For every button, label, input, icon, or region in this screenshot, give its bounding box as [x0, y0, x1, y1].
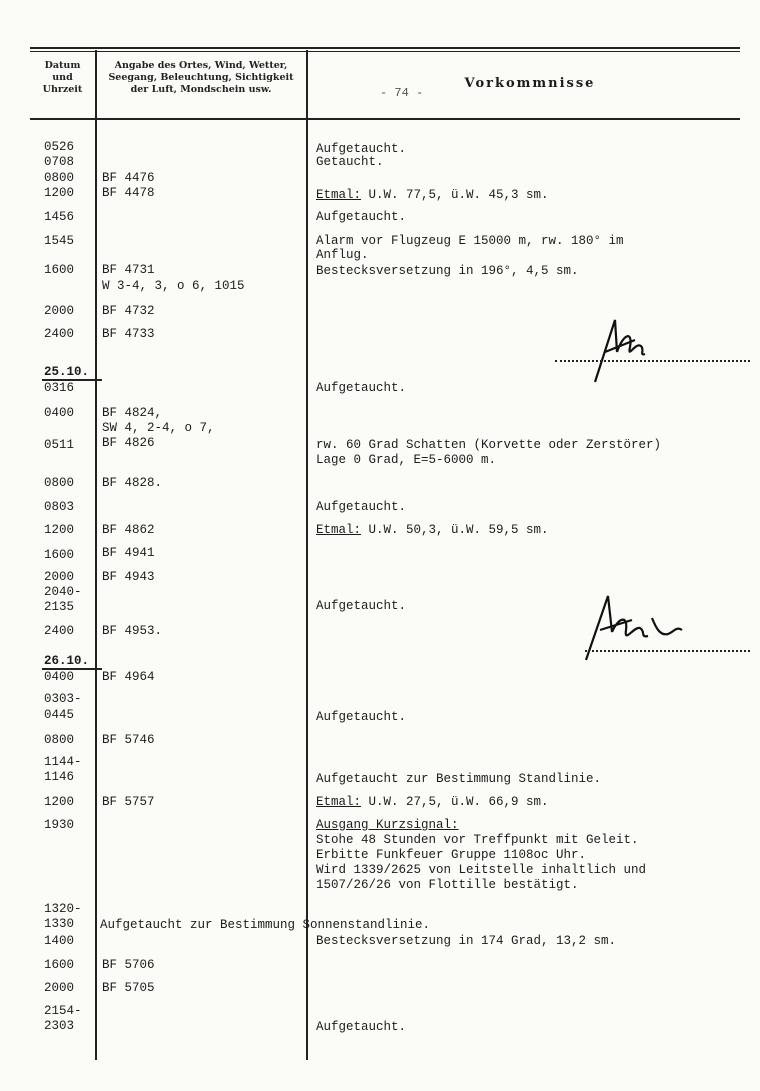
time: 1200 — [44, 795, 75, 809]
position: BF 5705 — [102, 981, 155, 995]
header-bottom-rule — [30, 118, 740, 120]
position: BF 4953. — [102, 624, 163, 638]
time: 1144- — [44, 755, 82, 769]
position: BF 5706 — [102, 958, 155, 972]
event: Aufgetaucht. — [316, 381, 407, 395]
event — [316, 795, 549, 809]
time: 2154- — [44, 1004, 82, 1018]
event: Aufgetaucht. — [316, 500, 407, 514]
time: 0303- — [44, 692, 82, 706]
time-end: 1146 — [44, 770, 75, 784]
date: 26.10. — [44, 654, 90, 668]
top-rule-2 — [30, 51, 740, 52]
header-datum-line: und — [52, 72, 73, 83]
event: Aufgetaucht. — [316, 210, 407, 224]
etmal-value: U.W. 27,5, ü.W. 66,9 sm. — [361, 795, 549, 809]
position: BF 5746 — [102, 733, 155, 747]
position: BF 4828. — [102, 476, 163, 490]
time: 1545 — [44, 234, 75, 248]
header-angabe-line: der Luft, Mondschein usw. — [130, 84, 272, 95]
header-angabe-line: Seegang, Beleuchtung, Sichtigkeit — [108, 72, 294, 83]
event-cont: Anflug. — [316, 248, 369, 262]
position: BF 4733 — [102, 327, 155, 341]
event: Aufgetaucht zur Bestimmung Standlinie. — [316, 772, 602, 786]
time: 1930 — [44, 818, 75, 832]
event: Getaucht. — [316, 155, 384, 169]
event: Bestecksversetzung in 196°, 4,5 sm. — [316, 264, 579, 278]
signature-dots-1 — [555, 360, 750, 362]
etmal-value: U.W. 77,5, ü.W. 45,3 sm. — [361, 188, 549, 202]
position: BF 4941 — [102, 546, 155, 560]
col-divider-1 — [95, 50, 97, 1060]
weather: SW 4, 2-4, o 7, — [102, 421, 215, 435]
time-end: 0445 — [44, 708, 75, 722]
time: 0400 — [44, 406, 75, 420]
event: rw. 60 Grad Schatten (Korvette oder Zerstörer) — [316, 438, 662, 452]
time: 0316 — [44, 381, 75, 395]
position: BF 4824, — [102, 406, 163, 420]
time-end: 1330 — [44, 917, 75, 931]
time: 1400 — [44, 934, 75, 948]
top-rule — [30, 47, 740, 49]
event-heading: Ausgang Kurzsignal: — [316, 818, 459, 832]
position: BF 4964 — [102, 670, 155, 684]
header-datum — [30, 60, 95, 96]
etmal-label: Etmal: — [316, 795, 362, 809]
etmal-value: U.W. 50,3, ü.W. 59,5 sm. — [361, 523, 549, 537]
event — [316, 188, 549, 202]
time: 0526 — [44, 140, 75, 154]
time: 1200 — [44, 186, 75, 200]
col-divider-2 — [306, 50, 308, 1060]
time: 1320- — [44, 902, 82, 916]
event: Aufgetaucht. — [316, 710, 407, 724]
event-cont: 1507/26/26 von Flottille bestätigt. — [316, 878, 579, 892]
signature-2 — [578, 588, 688, 668]
header-vorkommnisse: Vorkommnisse — [464, 76, 596, 91]
time: 1600 — [44, 958, 75, 972]
time: 2000 — [44, 304, 75, 318]
position: BF 4731 — [102, 263, 155, 277]
time: 0803 — [44, 500, 75, 514]
header-angabe-line: Angabe des Ortes, Wind, Wetter, — [114, 60, 288, 71]
event: Bestecksversetzung in 174 Grad, 13,2 sm. — [316, 934, 617, 948]
time: 2000 — [44, 981, 75, 995]
time-end: 2135 — [44, 600, 75, 614]
time: 1600 — [44, 263, 75, 277]
time: 0800 — [44, 476, 75, 490]
position: BF 4862 — [102, 523, 155, 537]
header-angabe — [97, 60, 305, 96]
date: 25.10. — [44, 365, 90, 379]
time: 0800 — [44, 171, 75, 185]
etmal-label: Etmal: — [316, 523, 362, 537]
weather: W 3-4, 3, o 6, 1015 — [102, 279, 245, 293]
position: BF 4826 — [102, 436, 155, 450]
header-datum-line: Datum — [44, 60, 81, 71]
time: 2400 — [44, 327, 75, 341]
event-cont: Wird 1339/2625 von Leitstelle inhaltlich und — [316, 863, 647, 877]
event: Alarm vor Flugzeug E 15000 m, rw. 180° im — [316, 234, 624, 248]
time: 0511 — [44, 438, 75, 452]
event-cont: Lage 0 Grad, E=5-6000 m. — [316, 453, 497, 467]
event-cont: Erbitte Funkfeuer Gruppe 1108oc Uhr. — [316, 848, 587, 862]
event-cont: Stohe 48 Stunden vor Treffpunkt mit Geleit. — [316, 833, 639, 847]
time: 1600 — [44, 548, 75, 562]
position: BF 4943 — [102, 570, 155, 584]
position: BF 4476 — [102, 171, 155, 185]
event: Aufgetaucht. — [316, 1020, 407, 1034]
event-wide: Aufgetaucht zur Bestimmung Sonnenstandlinie. — [100, 918, 431, 932]
time: 0800 — [44, 733, 75, 747]
position: BF 4478 — [102, 186, 155, 200]
time: 1200 — [44, 523, 75, 537]
time: 2040- — [44, 585, 82, 599]
time: 2400 — [44, 624, 75, 638]
event: Aufgetaucht. — [316, 142, 407, 156]
signature-1 — [575, 312, 655, 392]
event — [316, 523, 549, 537]
time: 0708 — [44, 155, 75, 169]
position: BF 5757 — [102, 795, 155, 809]
header-datum-line: Uhrzeit — [42, 84, 83, 95]
time-end: 2303 — [44, 1019, 75, 1033]
signature-dots-2 — [585, 650, 750, 652]
time: 0400 — [44, 670, 75, 684]
event: Aufgetaucht. — [316, 599, 407, 613]
page-number: - 74 - — [380, 86, 424, 100]
etmal-label: Etmal: — [316, 188, 362, 202]
position: BF 4732 — [102, 304, 155, 318]
time: 2000 — [44, 570, 75, 584]
time: 1456 — [44, 210, 75, 224]
